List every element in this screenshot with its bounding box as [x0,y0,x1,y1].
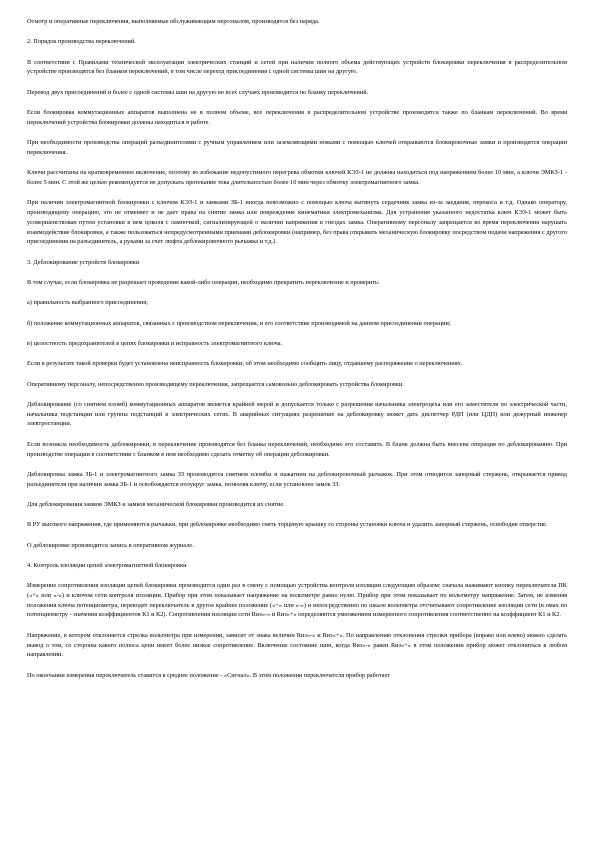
paragraph: При наличии электромагнитной блокировки с ключом КЭЗ-1 и замками ЗБ-1 иногда невозможно с помощью ключа вытянуть сердечник замка из-за заедания, перекоса и т.д. Однако оператору, производящему операцию, это не отменяет и не дает права на снятие замка или повреждение кинематики электромеханизма. Для устранения указанного недостатка ключ КЭЗ-1 может быть усовершенствован путем установки в нем цоколя с лампочкой, сигнализирующей о наличии напряжения в гнездах замка. Оперативному персоналу запрещается во время переключения нарушать взаимодействие блокировки, а также пользоваться непредусмотренными приемами деблокировки (например, без права открывать механическую блокировку посредством подачи напряжения с другого присоединения на разъединитель, а руками за счет люфта деблокировочного рычажка и т.д.). [27,199,567,246]
paragraph-intro: Осмотр и оперативные переключения, выполняемые обслуживающим персоналом, производятся без наряда. [27,18,320,25]
paragraph: Ключи рассчитаны на кратковременное включение, поэтому во избежание недопустимого перегрева обмотки ключей КЭЗ-1 не должны находиться под напряжением более 10 мин, а ключи ЭМКЗ-1 - более 5 мин. С этой же целью рекомендуется не допускать протекание тока длительностью более 10 мин через обмотку электромагнитного замка. [27,169,567,186]
paragraph: Для деблокирования замков ЭМКЗ и замков механической блокировки производится их снятие. [27,500,285,508]
paragraph: О деблокировке производится запись в оперативном журнале. [27,541,194,549]
paragraph: Если блокировка коммутационных аппаратов выполнена не в полном объеме, все переключения в распределительном устройстве производятся также по бланкам переключений. Во время переключений устройства блокировки должны находиться в работе. [27,108,567,126]
paragraph: Напряжение, в котором отклоняется стрелка вольтметра при измерении, зависит от знака величин Rиз«-» и Rиз«+». По направлению отклонения стрелки прибора (вправо или влево) можно сделать вывод о том, со стороны какого полюса цепи имеет более низкое сопротивление. Включение состояние шин, когда Rиз«-» равен Rиз«+» в этом положении прибор может отклониться в любом направлении. [27,631,567,659]
paragraph: Деблокирование (со снятием пломб) коммутационных аппаратов является крайней мерой и допускается только с разрешения начальника электроцеха или его заместителя по электрической части, начальника подстанции или группы подстанций в электрических сетях. В аварийных ситуациях разрешение на деблокировку может дать диспетчер РДП (или ЦДП) или дежурный инженер электростанции. [27,400,567,428]
paragraph: Перевод двух присоединений и более с одной системы шин на другую во всех случаях производится по бланку переключений. [27,88,369,96]
paragraph: В РУ высокого напряжения, где применяются рычажки, при деблокировке необходимо снять торцевую крышку со стороны установки ключа и удалить запорный стержень, освободив отверстие. [27,521,548,529]
paragraph: В том случае, если блокировка не разрешает проведение какой-либо операции, необходимо прекратить переключение и проверить: [27,279,380,287]
paragraph: Оперативному персоналу, непосредственно производящему переключения, запрещается самовольно деблокировать устройства блокировки. [27,380,404,388]
section-heading-2: 2. Порядок производства переключений. [27,38,136,46]
paragraph: Если возникла необходимость деблокировки, в переключение производятся без бланка переключений, необходимо его составить. В бланк должна быть внесена операция по деблокированию. При производстве операции в соответствии с бланком в нем необходимо сделать отметку об операции деблокировки. [27,440,567,458]
list-item-c: в) целостность предохранителей в цепях блокировки и исправность электромагнитного ключа. [27,339,283,347]
list-item-b: б) положение коммутационных аппаратов, связанных с производством переключения, и его соответствие производимой на данном присоединении операции; [27,319,451,327]
paragraph: Если в результате такой проверки будет установлена неисправность блокировки, об этом необходимо сообщить лицу, отдавшему распоряжение о переключениях. [27,360,463,368]
document-body [27,17,567,691]
paragraph: Деблокировка замка ЗБ-1 и электромагнитного замка ЗЗ производится снятием пломбы и нажатием на деблокировочный рычажок. При этом отводится запорный стержень, открывается привод разъединителя при наличии замка ЗБ-1 и освобождается полукруг замка, позволяя ключу, если установлен замок ЗЗ. [27,470,567,488]
paragraph: В соответствии с Правилами технической эксплуатации электрических станций и сетей при наличии полного объема действующих устройств блокировки переключения в распределительном устройстве производятся без бланков переключений, в том числе переход присоединения с одной системы шин на другую. [27,58,567,76]
paragraph: Измерение сопротивления изоляции цепей блокировки производится один раз в смену с помощью устройства контроля изоляции следующим образом: сначала нажимают кнопку переключателя ПК («+» или «-») и ключом сети контроля изоляции. Прибор при этом показывает напряжение на вольтметре равно нулю. Прибор при этом показывает по вольтметру напряжение. Затем, не изменяя положения ключа потенциометра, переводят переключатель в другое крайнее положение («+» или «-») и непосредственно по шкале вольтметра отсчитывают сопротивление изоляции сети (в омах по потенциометру - значения коэффициентов К1 и К2). Сопротивления изоляции сети Rиз«-» и Rиз«+» определяются умножением измеренного сопротивления соответственно на коэффициент К1 и К2. [27,582,567,619]
paragraph: При необходимости производства операций разъединителями с ручным управлением или заземляющими ножами с помощью ключей открываются блокировочные замки и производятся операции переключения. [27,139,567,156]
section-heading-4: 4. Контроль изоляции цепей электромагнитной блокировки [27,561,187,569]
section-heading-3: 3. Деблокирование устройств блокировки [27,258,140,266]
list-item-a: а) правильность выбранного присоединения; [27,299,148,307]
paragraph-last: По окончании измерения переключатель ставится в среднее положение - «Сигнал». В этом положении переключателя прибор работает [27,671,391,679]
